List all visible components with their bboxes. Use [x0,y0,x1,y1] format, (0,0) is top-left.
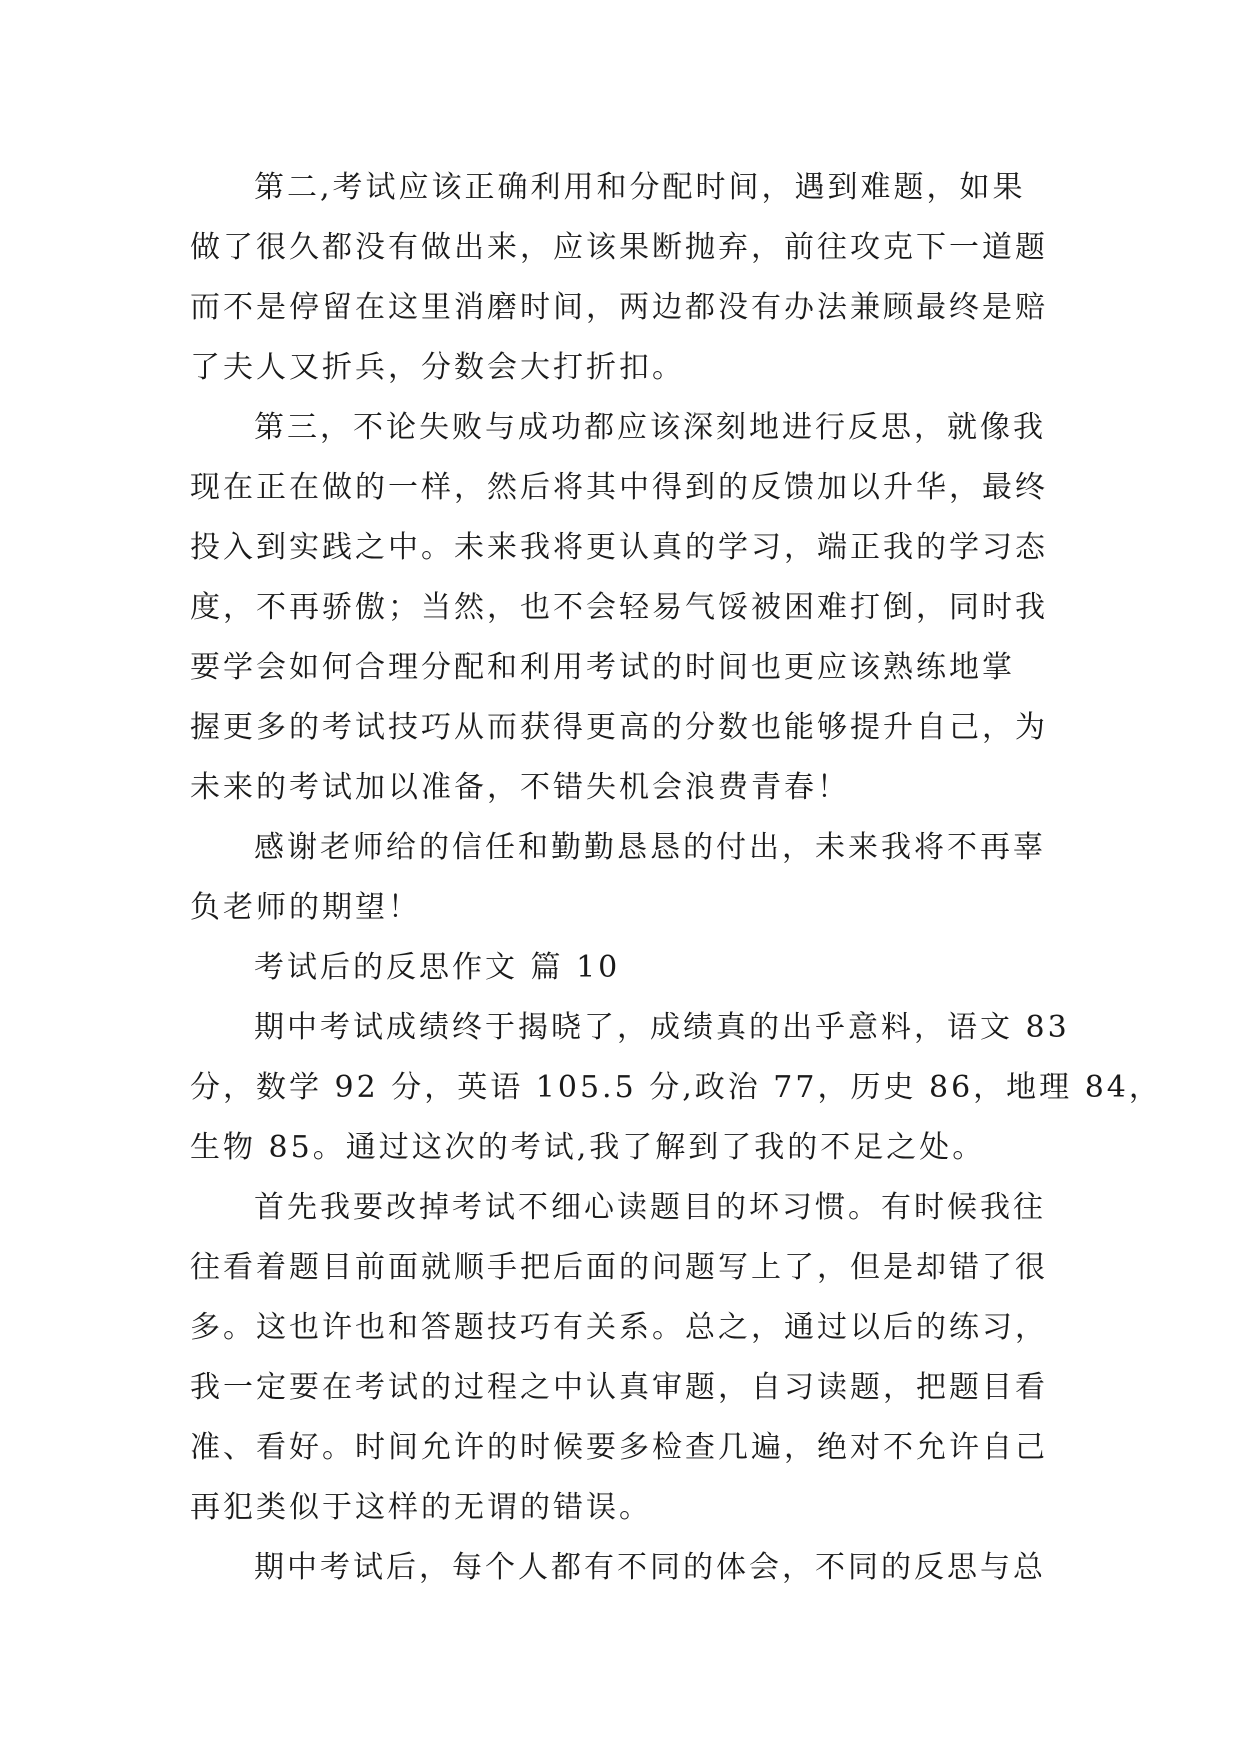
text-line: 要学会如何合理分配和利用考试的时间也更应该熟练地掌 [190,650,1015,685]
text-line: 做了很久都没有做出来，应该果断抛弃，前往攻克下一道题 [190,230,1048,265]
text-line: 负老师的期望！ [190,890,421,925]
text-line: 而不是停留在这里消磨时间，两边都没有办法兼顾最终是赔 [190,290,1048,325]
text-line: 首先我要改掉考试不细心读题目的坏习惯。有时候我往 [254,1190,1046,1225]
text-line: 期中考试后，每个人都有不同的体会，不同的反思与总 [254,1550,1046,1585]
text-line: 了夫人又折兵，分数会大打折扣。 [190,350,685,385]
text-line: 握更多的考试技巧从而获得更高的分数也能够提升自己，为 [190,710,1048,745]
text-line: 感谢老师给的信任和勤勤恳恳的付出，未来我将不再辜 [254,830,1046,865]
text-line: 未来的考试加以准备，不错失机会浪费青春！ [190,770,850,805]
document-body [190,158,1162,1598]
text-line: 往看着题目前面就顺手把后面的问题写上了，但是却错了很 [190,1250,1048,1285]
text-line: 我一定要在考试的过程之中认真审题，自习读题，把题目看 [190,1370,1048,1405]
text-line: 第二,考试应该正确利用和分配时间，遇到难题，如果 [254,170,1026,205]
text-line: 生物 85。通过这次的考试,我了解到了我的不足之处。 [190,1130,986,1165]
text-line: 分，数学 92 分，英语 105.5 分,政治 77，历史 86，地理 84， [190,1070,1162,1105]
text-line: 第三，不论失败与成功都应该深刻地进行反思，就像我 [254,410,1046,445]
text-line: 投入到实践之中。未来我将更认真的学习，端正我的学习态 [190,530,1048,565]
text-line: 再犯类似于这样的无谓的错误。 [190,1490,652,1525]
text-line: 准、看好。时间允许的时候要多检查几遍，绝对不允许自己 [190,1430,1048,1465]
text-line: 考试后的反思作文 篇 10 [254,950,621,985]
text-line: 多。这也许也和答题技巧有关系。总之，通过以后的练习， [190,1310,1048,1345]
text-line: 度，不再骄傲；当然，也不会轻易气馁被困难打倒，同时我 [190,590,1048,625]
text-line: 现在正在做的一样，然后将其中得到的反馈加以升华，最终 [190,470,1048,505]
text-line: 期中考试成绩终于揭晓了，成绩真的出乎意料，语文 83 [254,1010,1070,1045]
